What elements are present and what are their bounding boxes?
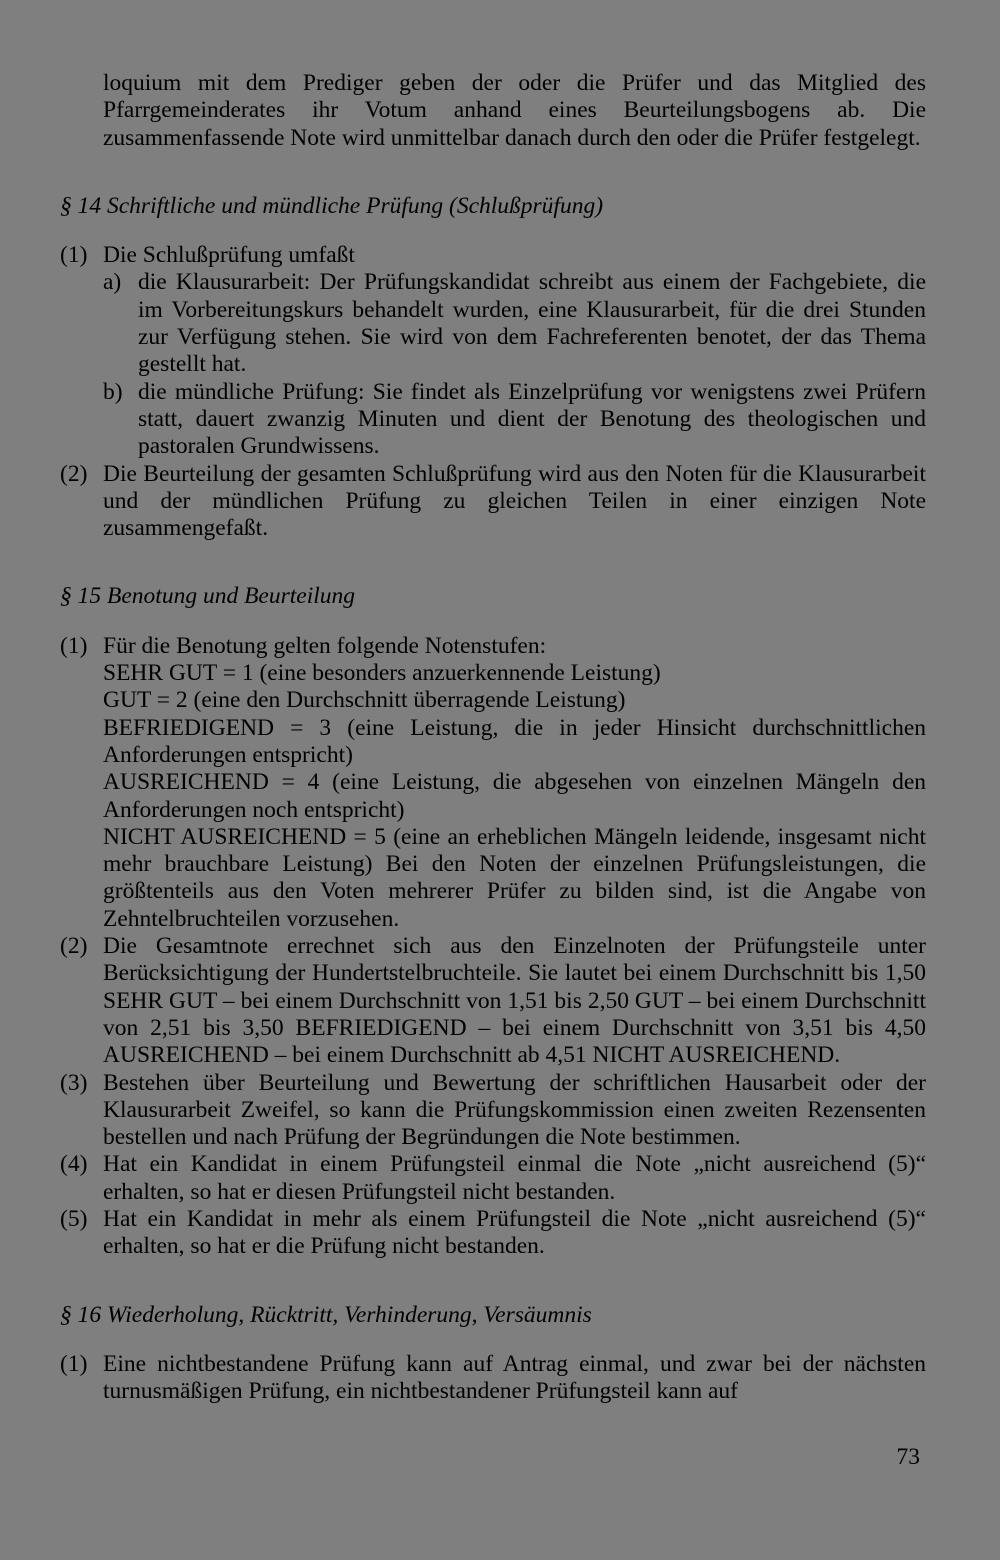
section-16	[60, 1351, 926, 1406]
paragraph-text: Hat ein Kandidat in mehr als einem Prüfungsteil die Note „nicht ausreichend (5)“ erhalten, so hat er die Prüfung nicht bestanden.	[103, 1205, 926, 1260]
section-14	[60, 242, 926, 542]
paragraph-text: Die Gesamtnote errechnet sich aus den Einzelnoten der Prüfungsteile unter Berücksichtigung der Hundertstelbruchteile. Sie lautet bei einem Durchschnitt bis 1,50 SEHR GUT – bei einem Durchschnitt von 1,51 bis 2,50 GUT – bei einem Durchschnitt von 2,51 bis 3,50 BEFRIEDIGEND – bei einem Durchschnitt von 3,51 bis 4,50 AUSREICHEND – bei einem Durchschnitt ab 4,51 NICHT AUSREICHEND.	[103, 933, 926, 1069]
page-body	[60, 70, 926, 1405]
section-15-heading: § 15 Benotung und Beurteilung	[60, 583, 356, 610]
s15-paragraph-5	[60, 1206, 926, 1261]
item-label: b)	[103, 378, 123, 405]
paragraph-text: Die Beurteilung der gesamten Schlußprüfung wird aus den Noten für die Klausurarbeit und der mündlichen Prüfung zu gleichen Teilen in einer einzigen Note zusammengefaßt.	[103, 460, 926, 542]
page-number: 73	[896, 1444, 920, 1470]
s14-paragraph-1	[60, 242, 926, 269]
s15-paragraph-2	[60, 933, 926, 1069]
paragraph-text: Eine nichtbestandene Prüfung kann auf Antrag einmal, und zwar bei der nächsten turnusmäßigen Prüfung, ein nichtbestandener Prüfungsteil kann auf	[103, 1350, 926, 1405]
s15-paragraph-3	[60, 1070, 926, 1152]
grade-line: GUT = 2 (eine den Durchschnitt überragende Leistung)	[103, 687, 626, 714]
item-label: a)	[103, 269, 122, 296]
s16-paragraph-1	[60, 1351, 926, 1406]
paragraph-text: Für die Benotung gelten folgende Notenstufen:	[103, 632, 547, 659]
paragraph-text: Die Schlußprüfung umfaßt	[103, 242, 355, 269]
paragraph-number: (2)	[60, 460, 88, 487]
section-14-heading: § 14 Schriftliche und mündliche Prüfung (Schlußprüfung)	[60, 192, 604, 219]
paragraph-number: (3)	[60, 1069, 88, 1096]
grade-line: SEHR GUT = 1 (eine besonders anzuerkennende Leistung)	[103, 660, 661, 687]
grade-line: BEFRIEDIGEND = 3 (eine Leistung, die in jeder Hinsicht durchschnittlichen Anforderungen entspricht)	[103, 714, 926, 768]
section-16-heading: § 16 Wiederholung, Rücktritt, Verhinderung, Versäumnis	[60, 1301, 592, 1328]
paragraph-text: Hat ein Kandidat in einem Prüfungsteil einmal die Note „nicht ausreichend (5)“ erhalten, so hat er diesen Prüfungsteil nicht bestanden.	[103, 1151, 926, 1205]
s14-item-a	[60, 269, 926, 378]
s14-paragraph-2	[60, 461, 926, 543]
intro-paragraph: loquium mit dem Prediger geben der oder die Prüfer und das Mitglied des Pfarrgemeinderates ihr Votum anhand eines Beurteilungsbogens ab. Die zusammenfassende Note wird unmittelbar danach durch den oder die Prüfer festgelegt.	[103, 70, 926, 151]
s14-item-b	[60, 379, 926, 461]
s15-paragraph-4	[60, 1151, 926, 1206]
paragraph-number: (4)	[60, 1151, 88, 1178]
item-text: die mündliche Prüfung: Sie findet als Einzelprüfung vor wenigstens zwei Prüfern statt, dauert zwanzig Minuten und dient der Benotung des theologischen und pastoralen Grundwissens.	[138, 378, 926, 460]
item-text: die Klausurarbeit: Der Prüfungskandidat schreibt aus einem der Fachgebiete, die im Vorbereitungskurs behandelt wurden, eine Klausurarbeit, für die drei Stunden zur Verfügung stehen. Sie wird von dem Fachreferenten benotet, der das Thema gestellt hat.	[138, 269, 926, 378]
grade-line: NICHT AUSREICHEND = 5 (eine an erheblichen Mängeln leidende, insgesamt nicht mehr brauchbare Leistung) Bei den Noten der einzelnen Prüfungsleistungen, die größtenteils aus den Voten mehrerer Prüfer zu bilden sind, ist die Angabe von Zehntelbruchteilen vorzusehen.	[103, 823, 926, 932]
paragraph-number: (1)	[60, 632, 88, 659]
s15-paragraph-1	[60, 633, 926, 660]
paragraph-number: (2)	[60, 933, 88, 960]
paragraph-text: Bestehen über Beurteilung und Bewertung der schriftlichen Hausarbeit oder der Klausurarbeit Zweifel, so kann die Prüfungskommission einen zweiten Rezensenten bestellen und nach Prüfung der Begründungen die Note bestimmen.	[103, 1069, 926, 1151]
section-15	[60, 633, 926, 1261]
paragraph-number: (5)	[60, 1205, 88, 1232]
paragraph-number: (1)	[60, 1350, 88, 1377]
grade-line: AUSREICHEND = 4 (eine Leistung, die abgesehen von einzelnen Mängeln den Anforderungen noch entspricht)	[103, 769, 926, 823]
paragraph-number: (1)	[60, 242, 88, 269]
